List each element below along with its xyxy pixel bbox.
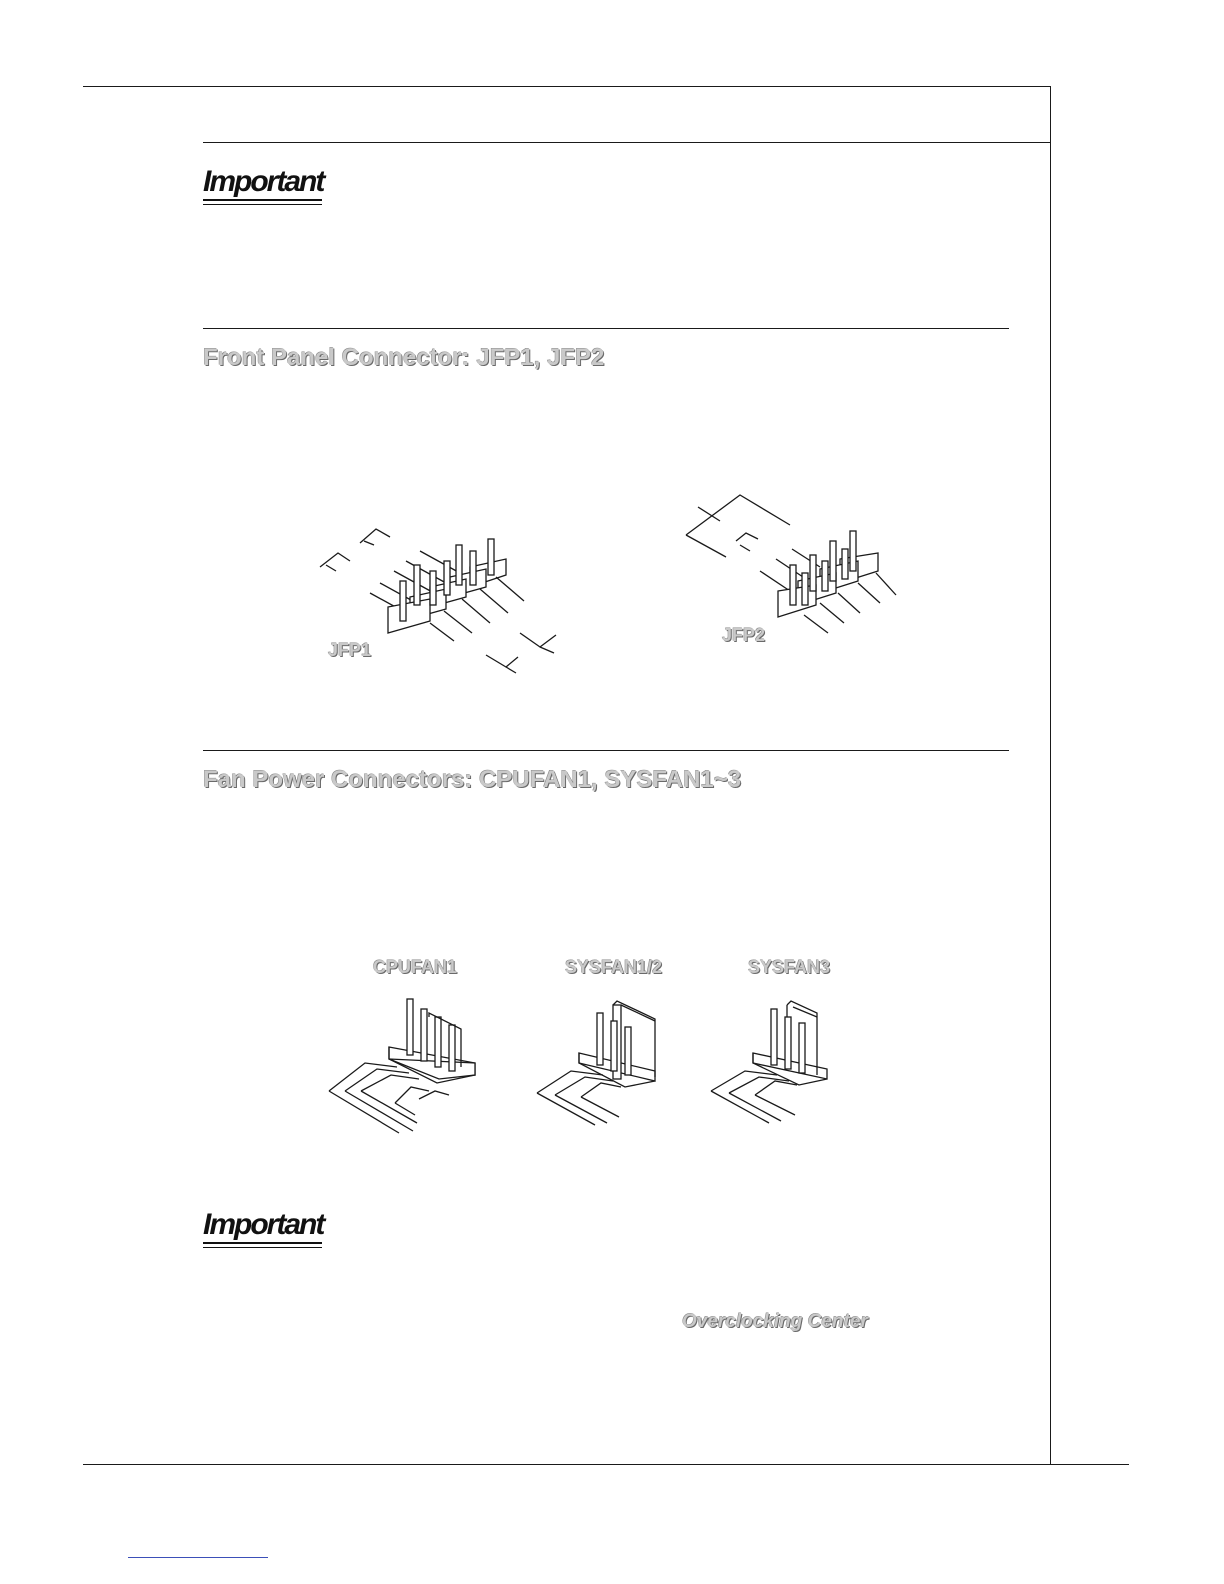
jfp2-lead — [820, 603, 844, 623]
important-title-2: Important — [203, 1208, 324, 1241]
cpufan1-connector-diagram — [325, 995, 485, 1135]
sysfan3-lead — [755, 1095, 795, 1115]
jfp1-lead — [540, 647, 554, 653]
header-underline — [203, 142, 1051, 143]
jfp1-lead — [480, 589, 508, 613]
jfp2-lead — [740, 545, 750, 551]
jfp2-lead — [760, 571, 790, 591]
cpufan1-lead — [345, 1091, 413, 1131]
sysfan12-pin — [597, 1013, 603, 1065]
sysfan3-lead — [729, 1093, 781, 1121]
jfp1-lead — [520, 633, 556, 647]
jfp2-lead — [876, 573, 896, 595]
front-panel-heading: Front Panel Connector: JFP1, JFP2 — [203, 344, 605, 371]
jfp2-lead — [698, 507, 720, 521]
sysfan12-lead — [581, 1083, 621, 1097]
jfp1-lead — [486, 655, 518, 667]
jfp2-pin — [822, 561, 828, 591]
sysfan3-pin — [785, 1017, 791, 1069]
important-underline-2b — [203, 1247, 322, 1248]
jfp2-lead — [686, 495, 790, 535]
jfp2-lead — [736, 533, 758, 541]
jfp1-pin — [456, 545, 462, 585]
fan-power-heading: Fan Power Connectors: CPUFAN1, SYSFAN1~3 — [203, 766, 742, 793]
important-underline-1b — [203, 204, 322, 205]
sysfan12-connector-diagram — [533, 995, 663, 1130]
section-rule-fan-power — [203, 750, 1009, 751]
sysfan3-lead — [729, 1077, 789, 1093]
cpufan1-lead — [395, 1103, 415, 1115]
sysfan3-connector-diagram — [707, 995, 837, 1130]
jfp1-label: JFP1 — [328, 640, 372, 660]
jfp1-lead — [496, 577, 524, 601]
cpufan1-pin — [435, 1017, 441, 1067]
sysfan12-label: SYSFAN1/2 — [565, 957, 663, 977]
section-rule-front-panel — [203, 328, 1009, 329]
sysfan12-lead — [537, 1093, 595, 1125]
cpufan1-lead — [345, 1069, 409, 1091]
jfp1-lead — [326, 565, 336, 571]
jfp2-pin — [830, 541, 836, 581]
jfp1-lead — [320, 553, 350, 567]
jfp1-pin — [414, 565, 420, 605]
jfp2-lead — [804, 615, 828, 633]
sysfan3-label: SYSFAN3 — [748, 957, 831, 977]
important-underline-2 — [203, 1242, 322, 1244]
sysfan12-lead — [555, 1095, 607, 1123]
jfp2-pin — [842, 549, 848, 579]
cpufan1-pin — [421, 1009, 427, 1061]
footer-link-underline[interactable] — [128, 1557, 268, 1558]
jfp1-lead — [430, 623, 454, 641]
sysfan3-pin — [799, 1023, 805, 1073]
bottom-rule — [83, 1464, 1129, 1465]
overclocking-center-text: Overclocking Center — [682, 1311, 868, 1332]
top-rule — [83, 86, 1051, 87]
important-underline-1 — [203, 199, 322, 201]
sysfan12-lead — [537, 1071, 603, 1093]
jfp2-connector-diagram — [680, 495, 910, 635]
sysfan3-lead — [755, 1081, 797, 1095]
jfp1-lead — [364, 541, 374, 545]
jfp1-pin — [470, 551, 476, 585]
jfp2-pin — [810, 555, 816, 591]
sysfan3-lead — [711, 1091, 769, 1123]
sysfan12-pin — [611, 1021, 617, 1071]
jfp1-pin — [444, 561, 450, 595]
cpufan1-lead — [361, 1091, 417, 1123]
cpufan1-lead — [419, 1091, 449, 1099]
jfp1-lead — [462, 599, 490, 623]
cpufan1-pin — [449, 1025, 455, 1071]
sysfan12-latch-edge — [621, 1005, 655, 1021]
sysfan12-pin — [625, 1027, 631, 1075]
sysfan12-lead — [581, 1097, 619, 1117]
jfp2-lead — [838, 593, 860, 613]
jfp1-block — [388, 599, 430, 633]
jfp1-lead — [506, 667, 516, 673]
important-title-1: Important — [203, 165, 324, 198]
jfp2-pin — [790, 565, 796, 605]
cpufan1-pin — [407, 999, 413, 1055]
jfp2-lead — [858, 583, 880, 603]
cpufan1-lead — [329, 1091, 399, 1133]
jfp1-lead — [406, 561, 446, 583]
right-margin-rule — [1050, 86, 1051, 1464]
jfp1-lead — [420, 551, 460, 573]
jfp2-pin — [850, 531, 856, 571]
cpufan1-label: CPUFAN1 — [373, 957, 458, 977]
jfp2-label: JFP2 — [722, 625, 766, 645]
jfp2-pin — [802, 573, 808, 605]
sysfan12-lead — [555, 1077, 613, 1095]
jfp1-lead — [444, 611, 472, 633]
cpufan1-lead — [395, 1087, 429, 1103]
jfp1-pin — [488, 539, 494, 575]
sysfan3-lead — [711, 1071, 777, 1091]
sysfan3-pin — [771, 1009, 777, 1065]
jfp1-pin — [400, 581, 406, 621]
jfp1-pin — [430, 571, 436, 605]
jfp2-lead — [686, 535, 726, 557]
